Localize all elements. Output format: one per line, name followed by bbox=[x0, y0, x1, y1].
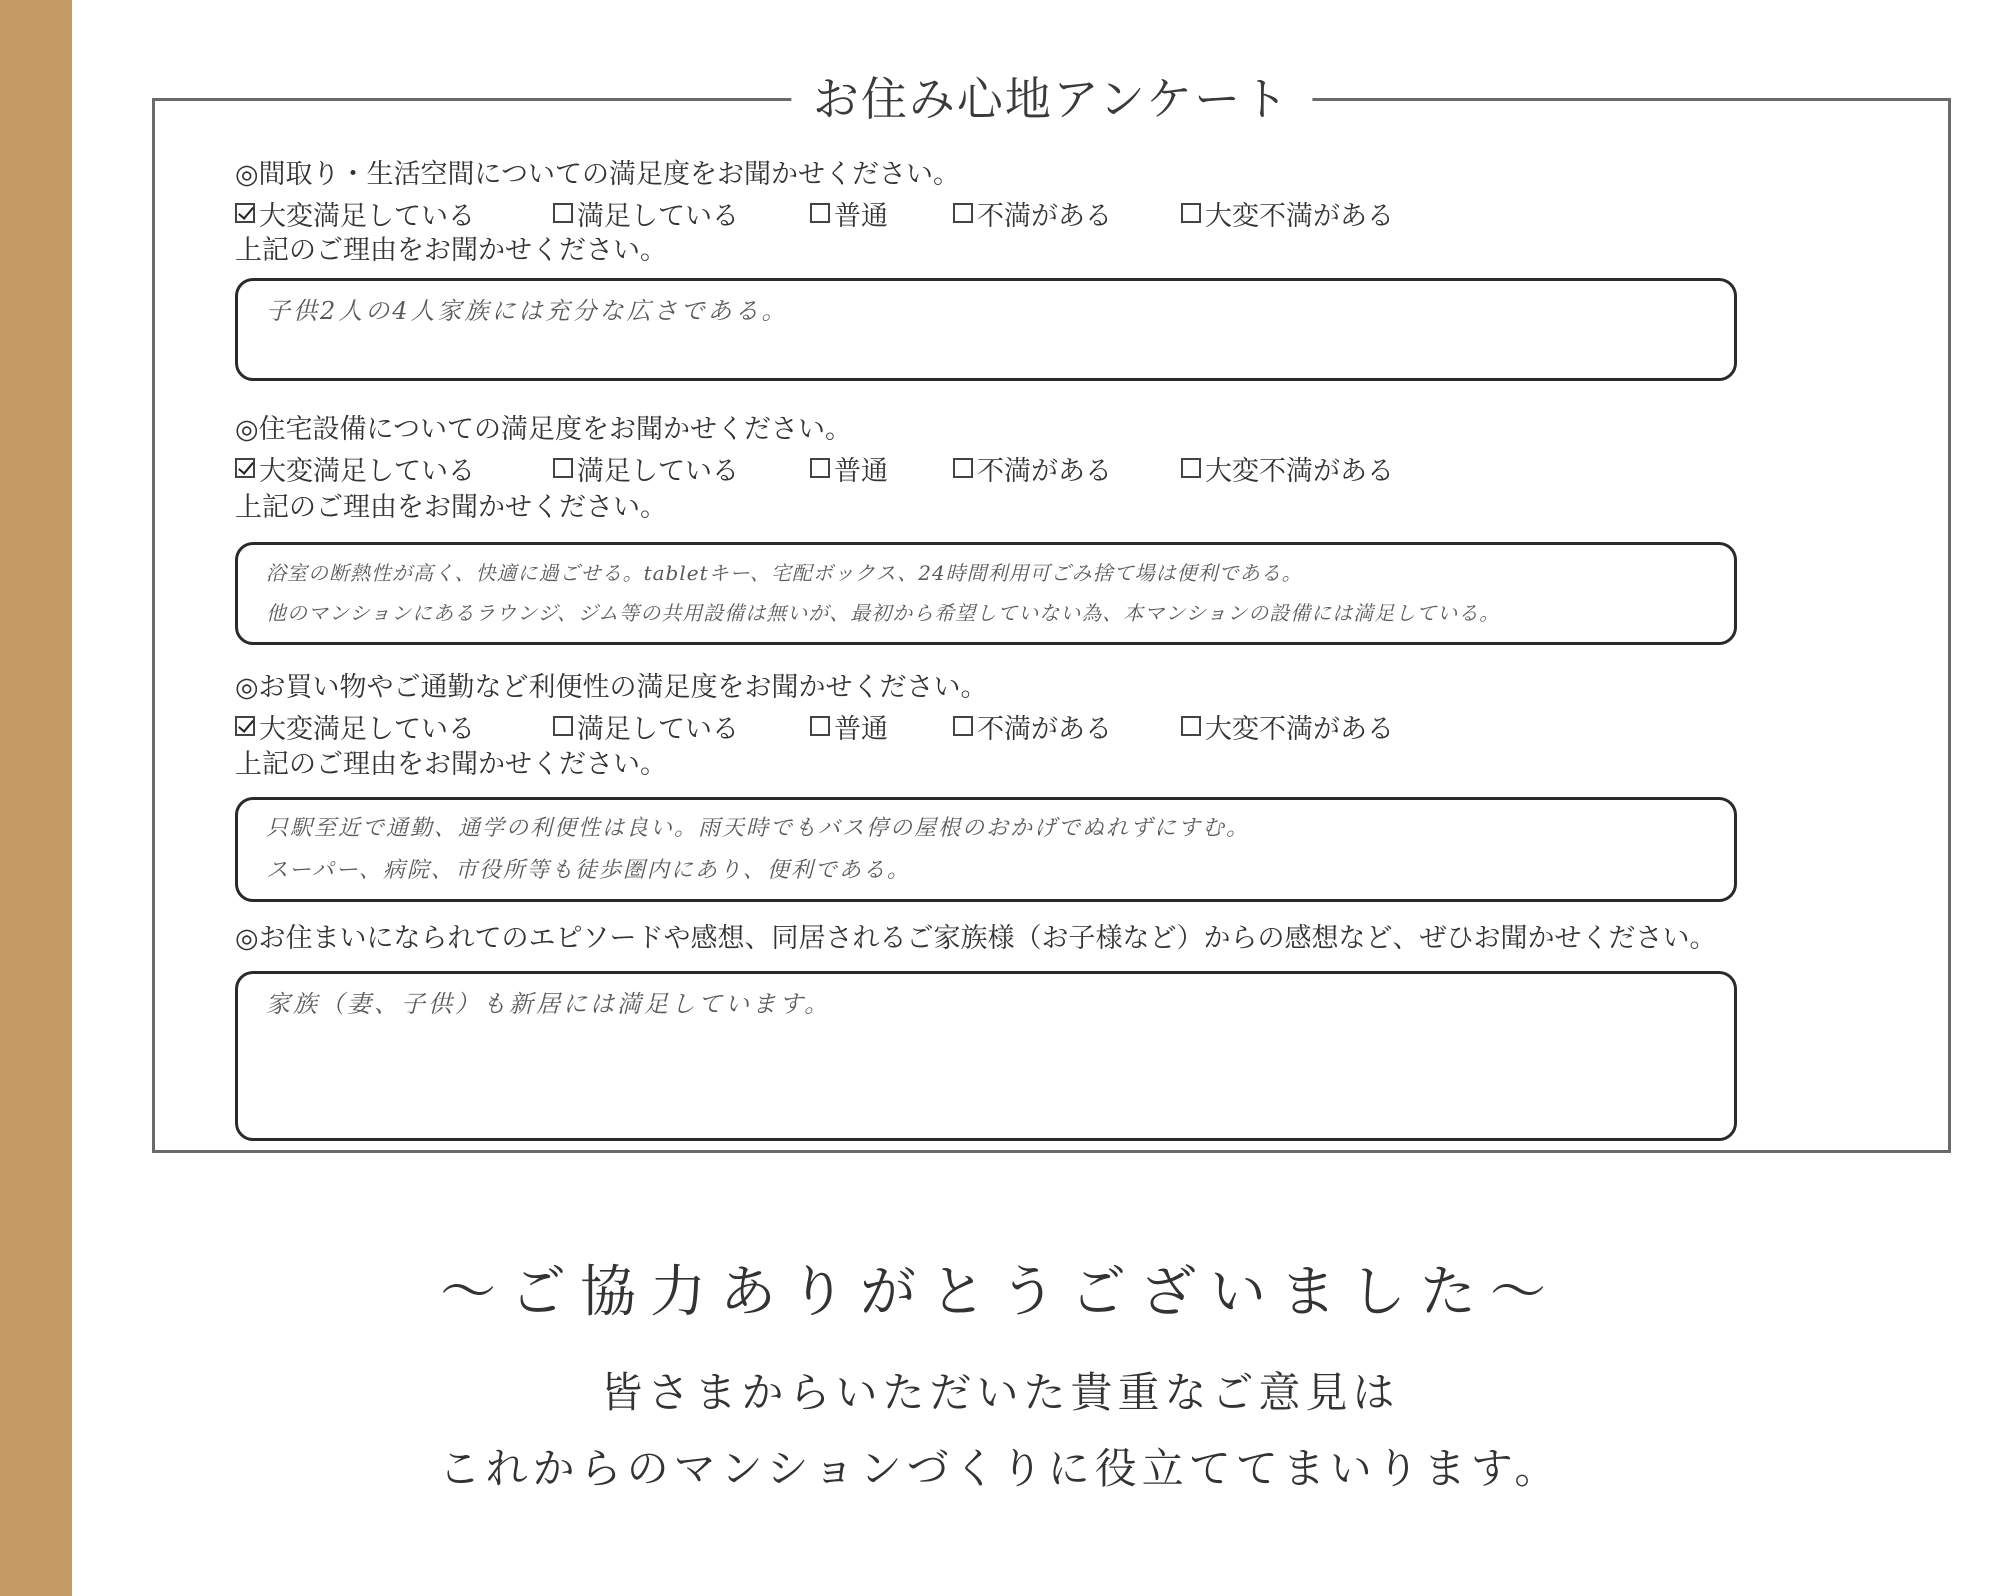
q1-option-neutral[interactable]: 普通 bbox=[810, 195, 888, 231]
q2-option-neutral[interactable]: 普通 bbox=[810, 450, 888, 486]
checked-box-icon[interactable] bbox=[235, 716, 255, 736]
survey-title: お住み心地アンケート bbox=[791, 61, 1312, 137]
checkbox-icon[interactable] bbox=[810, 458, 830, 478]
answer-line: スーパー、病院、市役所等も徒歩圏内にあり、便利である。 bbox=[266, 858, 911, 883]
checkbox-icon[interactable] bbox=[1181, 203, 1201, 223]
q2-option-very-dissatisfied[interactable]: 大変不満がある bbox=[1181, 450, 1394, 486]
checkbox-icon[interactable] bbox=[810, 203, 830, 223]
answer-line: 浴室の断熱性が高く、快適に過ごせる。tabletキー、宅配ボックス、24時間利用可ごみ捨て場は便利である。 bbox=[266, 561, 1303, 585]
checkbox-icon[interactable] bbox=[810, 716, 830, 736]
question-2-answer-box[interactable] bbox=[235, 542, 1737, 645]
checkbox-icon[interactable] bbox=[1181, 458, 1201, 478]
checkbox-icon[interactable] bbox=[953, 458, 973, 478]
question-3-answer-box[interactable] bbox=[235, 797, 1737, 902]
question-1-text: ◎間取り・生活空間についての満足度をお聞かせください。 bbox=[235, 159, 961, 190]
checked-box-icon[interactable] bbox=[235, 458, 255, 478]
question-3-text: ◎お買い物やご通勤など利便性の満足度をお聞かせください。 bbox=[235, 672, 988, 703]
q1-option-satisfied[interactable]: 満足している bbox=[553, 195, 739, 231]
q2-option-dissatisfied[interactable]: 不満がある bbox=[953, 450, 1112, 486]
side-accent-bar bbox=[0, 0, 72, 1596]
answer-line: 子供2人の4人家族には充分な広さである。 bbox=[266, 297, 789, 325]
question-4-text: ◎お住まいになられてのエピソードや感想、同居されるご家族様（お子様など）からの感想など、ぜひお聞かせください。 bbox=[235, 923, 1717, 954]
closing-message-line-1: 皆さまからいただいた貴重なご意見は bbox=[600, 1368, 1400, 1417]
q3-option-very-satisfied[interactable]: 大変満足している bbox=[235, 708, 475, 744]
thanks-title: ～ご協力ありがとうございました～ bbox=[440, 1260, 1560, 1325]
checkbox-icon[interactable] bbox=[953, 716, 973, 736]
q2-option-very-satisfied[interactable]: 大変満足している bbox=[235, 450, 475, 486]
q1-option-very-satisfied[interactable]: 大変満足している bbox=[235, 195, 475, 231]
question-3-reason-label: 上記のご理由をお聞かせください。 bbox=[235, 749, 667, 780]
answer-line: 只駅至近で通勤、通学の利便性は良い。雨天時でもバス停の屋根のおかげでぬれずにすむ。 bbox=[266, 816, 1251, 841]
answer-line: 他のマンションにあるラウンジ、ジム等の共用設備は無いが、最初から希望していない為、本マンションの設備には満足している。 bbox=[266, 601, 1501, 625]
checkbox-icon[interactable] bbox=[553, 458, 573, 478]
question-1-answer-box[interactable] bbox=[235, 278, 1737, 381]
checkbox-icon[interactable] bbox=[953, 203, 973, 223]
question-2-text: ◎住宅設備についての満足度をお聞かせください。 bbox=[235, 414, 853, 445]
q3-option-dissatisfied[interactable]: 不満がある bbox=[953, 708, 1112, 744]
question-2-reason-label: 上記のご理由をお聞かせください。 bbox=[235, 492, 667, 523]
checkbox-icon[interactable] bbox=[553, 203, 573, 223]
q1-option-very-dissatisfied[interactable]: 大変不満がある bbox=[1181, 195, 1394, 231]
survey-frame bbox=[152, 72, 1951, 1153]
checkbox-icon[interactable] bbox=[1181, 716, 1201, 736]
checkbox-icon[interactable] bbox=[553, 716, 573, 736]
q1-option-dissatisfied[interactable]: 不満がある bbox=[953, 195, 1112, 231]
answer-line: 家族（妻、子供）も新居には満足しています。 bbox=[266, 990, 832, 1018]
checked-box-icon[interactable] bbox=[235, 203, 255, 223]
q3-option-very-dissatisfied[interactable]: 大変不満がある bbox=[1181, 708, 1394, 744]
question-1-reason-label: 上記のご理由をお聞かせください。 bbox=[235, 235, 667, 266]
closing-message-line-2: これからのマンションづくりに役立ててまいります。 bbox=[438, 1444, 1562, 1493]
q2-option-satisfied[interactable]: 満足している bbox=[553, 450, 739, 486]
question-4-answer-box[interactable] bbox=[235, 971, 1737, 1141]
q3-option-satisfied[interactable]: 満足している bbox=[553, 708, 739, 744]
q3-option-neutral[interactable]: 普通 bbox=[810, 708, 888, 744]
